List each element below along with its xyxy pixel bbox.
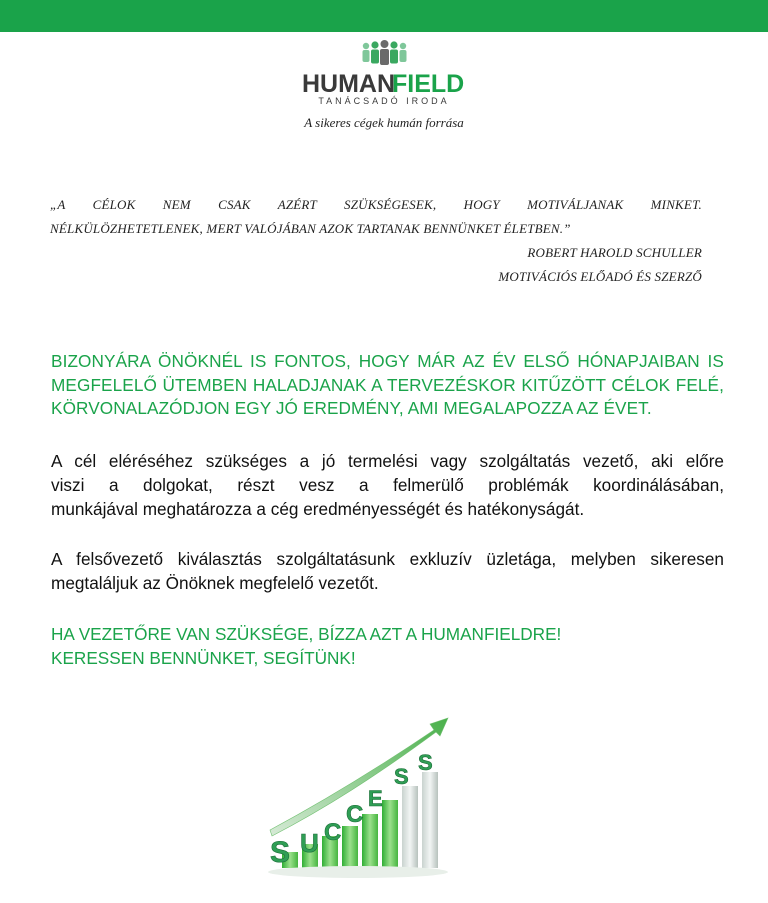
quote-author: ROBERT HAROLD SCHULLER	[527, 245, 702, 260]
body-paragraph-1	[51, 449, 724, 521]
quote-author-title: MOTIVÁCIÓS ELŐADÓ ÉS SZERZŐ	[498, 269, 702, 284]
intro-line-1: BIZONYÁRA ÖNÖKNÉL IS FONTOS, HOGY MÁR AZ ÉV ELSŐ HÓNAPJAIBAN IS	[51, 351, 724, 371]
cta-line-2: KERESSEN BENNÜNKET, SEGÍTÜNK!	[51, 648, 356, 668]
intro-line-2: MEGFELELŐ ÜTEMBEN HALADJANAK A TERVEZÉSKOR KITŰZÖTT CÉLOK FELÉ,	[51, 374, 724, 395]
success-growth-graphic	[262, 712, 454, 882]
brand-subtitle: TANÁCSADÓ IRODA	[318, 96, 450, 106]
top-green-bar	[0, 0, 768, 32]
logo-graphic	[0, 40, 768, 140]
quote-line-1: „A CÉLOK NEM CSAK AZÉRT SZÜKSÉGESEK, HOGY MOTIVÁLJANAK MINKET.	[50, 197, 702, 212]
paragraph2-line-2: megtaláljuk az Önöknek megfelelő vezetőt.	[51, 573, 379, 593]
letter-e: E	[368, 786, 383, 811]
letter-s3: S	[418, 750, 433, 775]
intro-line-3: KÖRVONALAZÓDJON EGY JÓ EREDMÉNY, AMI MEGALAPOZZA AZ ÉVET.	[51, 398, 652, 418]
letter-c1: C	[324, 819, 342, 846]
brand-tagline: A sikeres cégek humán forrása	[304, 115, 464, 130]
humanfield-logo	[0, 40, 768, 140]
graphic-shadow	[268, 866, 448, 878]
success-illustration	[262, 712, 454, 882]
brand-name-part2: FIELD	[392, 70, 465, 98]
letter-s1: S	[270, 836, 291, 869]
paragraph1-line-3: munkájával meghatározza a cég eredményességét és hatékonyságát.	[51, 499, 585, 519]
call-to-action	[51, 622, 724, 670]
intro-paragraph	[51, 350, 724, 421]
quote-block	[50, 193, 702, 289]
quote-line-2: NÉLKÜLÖZHETETLENEK, MERT VALÓJÁBAN AZOK TARTANAK BENNÜNKET ÉLETBEN.”	[50, 221, 571, 236]
paragraph1-line-1: A cél eléréséhez szükséges a jó termelési vagy szolgáltatás vezető, aki előre	[51, 451, 724, 471]
brand-name-part1: HUMAN	[302, 70, 396, 98]
paragraph1-line-2: viszi a dolgokat, részt vesz a felmerülő problémák koordinálásában,	[51, 475, 724, 495]
letter-s2: S	[394, 764, 409, 789]
paragraph2-line-1: A felsővezető kiválasztás szolgáltatásunk exkluzív üzletága, melyben sikeresen	[51, 549, 724, 569]
letter-u: U	[300, 828, 319, 858]
people-group-icon	[363, 40, 407, 65]
cta-line-1: HA VEZETŐRE VAN SZÜKSÉGE, BÍZZA AZT A HUMANFIELDRE!	[51, 624, 562, 644]
body-paragraph-2	[51, 547, 724, 595]
letter-c2: C	[346, 801, 364, 828]
